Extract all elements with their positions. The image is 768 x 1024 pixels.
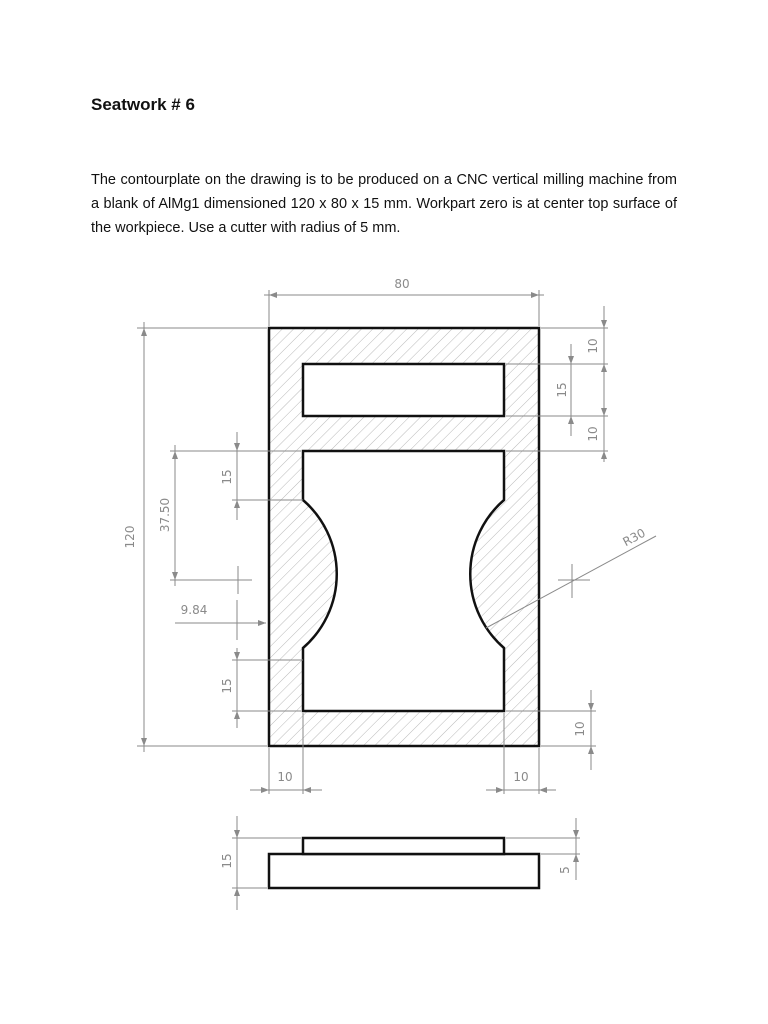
dim-upper-straight-label: 15	[220, 469, 234, 485]
dim-right-wall-label: 10	[513, 770, 529, 784]
dim-left-wall-label: 10	[277, 770, 293, 784]
dim-slot-gap-label: 10	[586, 426, 600, 442]
dim-bottom-wall-label: 10	[573, 721, 587, 737]
dim-center-offset-label: 37.50	[158, 497, 172, 533]
dim-height-label: 120	[123, 525, 137, 549]
document-title: Seatwork # 6	[91, 95, 195, 114]
dim-width-label: 80	[394, 277, 410, 291]
dim-arc-offset-label: 9.84	[180, 603, 208, 617]
dim-side-step-label: 5	[558, 866, 572, 874]
side-view-base	[269, 854, 539, 888]
side-view	[269, 838, 539, 888]
slot-pocket	[303, 364, 504, 416]
dim-slot-height-label: 15	[555, 382, 569, 398]
dim-top-wall-label: 10	[586, 338, 600, 354]
dim-radius-label: R30	[620, 525, 648, 550]
top-view	[269, 328, 539, 746]
dim-lower-straight-label: 15	[220, 678, 234, 694]
dim-side-total-label: 15	[220, 853, 234, 869]
side-view-boss	[303, 838, 504, 854]
problem-statement: The contourplate on the drawing is to be produced on a CNC vertical milling machine from a blank of AlMg1 dimensioned 120 x 80 x 15 mm. Workpart zero is at center top surface of the workpiece. Use a cutter with radius of 5 mm.	[91, 172, 677, 236]
